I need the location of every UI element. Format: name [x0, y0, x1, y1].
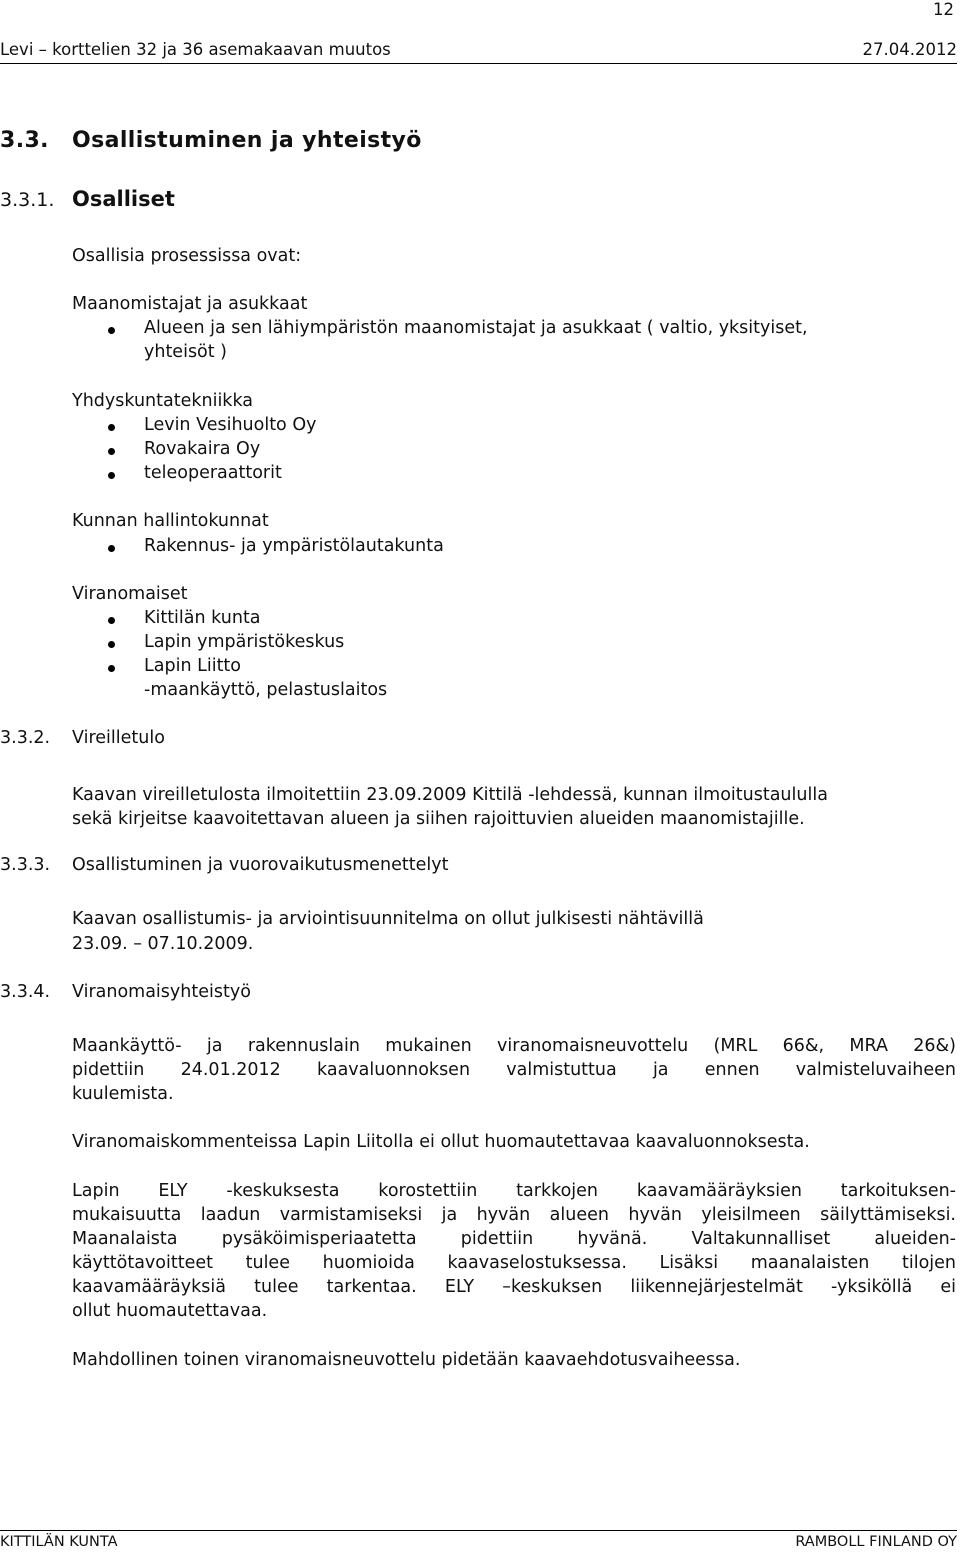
subsection-number: 3.3.1.	[0, 189, 55, 211]
paragraph-line: Kaavan vireilletulosta ilmoitettiin 23.09.2009 Kittilä -lehdessä, kunnan ilmoitustaululla	[72, 785, 828, 805]
subsection-heading-viranomaisyhteistyo	[0, 982, 251, 1002]
page-footer	[0, 1534, 957, 1554]
section-title: Osallistuminen ja yhteistyö	[72, 128, 422, 153]
list-item: Rovakaira Oy	[144, 439, 261, 459]
page-number: 12	[933, 0, 954, 19]
paragraph-line: kuulemista.	[72, 1084, 174, 1104]
list-item: Lapin Liitto	[144, 656, 242, 676]
subsection-number: 3.3.4.	[0, 982, 51, 1002]
footer-organization: KITTILÄN KUNTA	[0, 1534, 118, 1550]
subsection-title: Vireilletulo	[72, 728, 165, 748]
intro-text: Osallisia prosessissa ovat:	[72, 246, 302, 266]
list-item: Rakennus- ja ympäristölautakunta	[144, 536, 444, 556]
paragraph-line: Kaavan osallistumis- ja arviointisuunnitelma on ollut julkisesti nähtävillä	[72, 909, 704, 929]
list-item: Alueen ja sen lähiympäristön maanomistajat ja asukkaat ( valtio, yksityiset,	[144, 318, 808, 338]
paragraph-line: pidettiin 24.01.2012 kaavaluonnoksen valmistuttua ja ennen valmisteluvaiheen	[72, 1060, 956, 1080]
list-item: Kittilän kunta	[144, 608, 261, 628]
subsection-heading-osallistuminen	[0, 855, 448, 875]
header-title: Levi – korttelien 32 ja 36 asemakaavan muutos	[0, 40, 391, 59]
group-title: Yhdyskuntatekniikka	[72, 391, 253, 411]
list-item: teleoperaattorit	[144, 463, 282, 483]
paragraph-line: sekä kirjeitse kaavoitettavan alueen ja siihen rajoittuvien alueiden maanomistajille.	[72, 809, 805, 829]
paragraph-line: Lapin ELY -keskuksesta korostettiin tarkkojen kaavamääräyksien tarkoituksen-	[72, 1181, 956, 1201]
list-item-continuation: yhteisöt )	[144, 342, 228, 362]
paragraph-line: Viranomaiskommenteissa Lapin Liitolla ei ollut huomautettavaa kaavaluonnoksesta.	[72, 1132, 810, 1152]
section-heading	[0, 128, 422, 153]
group-title: Kunnan hallintokunnat	[72, 511, 269, 531]
paragraph-line: Maankäyttö- ja rakennuslain mukainen viranomaisneuvottelu (MRL 66&, MRA 26&)	[72, 1036, 956, 1056]
subsection-number: 3.3.3.	[0, 855, 51, 875]
footer-rule	[0, 1530, 957, 1531]
footer-consultant: RAMBOLL FINLAND OY	[795, 1534, 957, 1550]
paragraph-line: ollut huomautettavaa.	[72, 1301, 268, 1321]
paragraph-line: käyttötavoitteet tulee huomioida kaavaselostuksessa. Lisäksi maanalaisten tilojen	[72, 1253, 956, 1273]
list-item: Lapin ympäristökeskus	[144, 632, 345, 652]
subsection-heading-osalliset	[0, 187, 175, 211]
subsection-number: 3.3.2.	[0, 728, 51, 748]
paragraph-line: kaavamääräyksiä tulee tarkentaa. ELY –keskuksen liikennejärjestelmät -yksiköllä ei	[72, 1277, 956, 1297]
header-rule	[0, 63, 957, 64]
group-title: Maanomistajat ja asukkaat	[72, 294, 308, 314]
subsection-title: Osallistuminen ja vuorovaikutusmenettelyt	[72, 855, 449, 875]
section-number: 3.3.	[0, 128, 49, 153]
page-header	[0, 40, 957, 64]
list-item: Levin Vesihuolto Oy	[144, 415, 317, 435]
subsection-title: Osalliset	[72, 187, 175, 211]
list-item-continuation: -maankäyttö, pelastuslaitos	[144, 680, 388, 700]
paragraph-line: Mahdollinen toinen viranomaisneuvottelu pidetään kaavaehdotusvaiheessa.	[72, 1350, 741, 1370]
subsection-title: Viranomaisyhteistyö	[72, 982, 251, 1002]
paragraph-line: mukaisuutta laadun varmistamiseksi ja hyvän alueen hyvän yleisilmeen säilyttämiseksi.	[72, 1205, 956, 1225]
paragraph-line: Maanalaista pysäköimisperiaatetta pidettiin hyvänä. Valtakunnalliset alueiden-	[72, 1229, 956, 1249]
paragraph-line: 23.09. – 07.10.2009.	[72, 934, 254, 954]
group-title: Viranomaiset	[72, 584, 188, 604]
header-date: 27.04.2012	[862, 40, 957, 59]
subsection-heading-vireilletulo	[0, 728, 165, 748]
